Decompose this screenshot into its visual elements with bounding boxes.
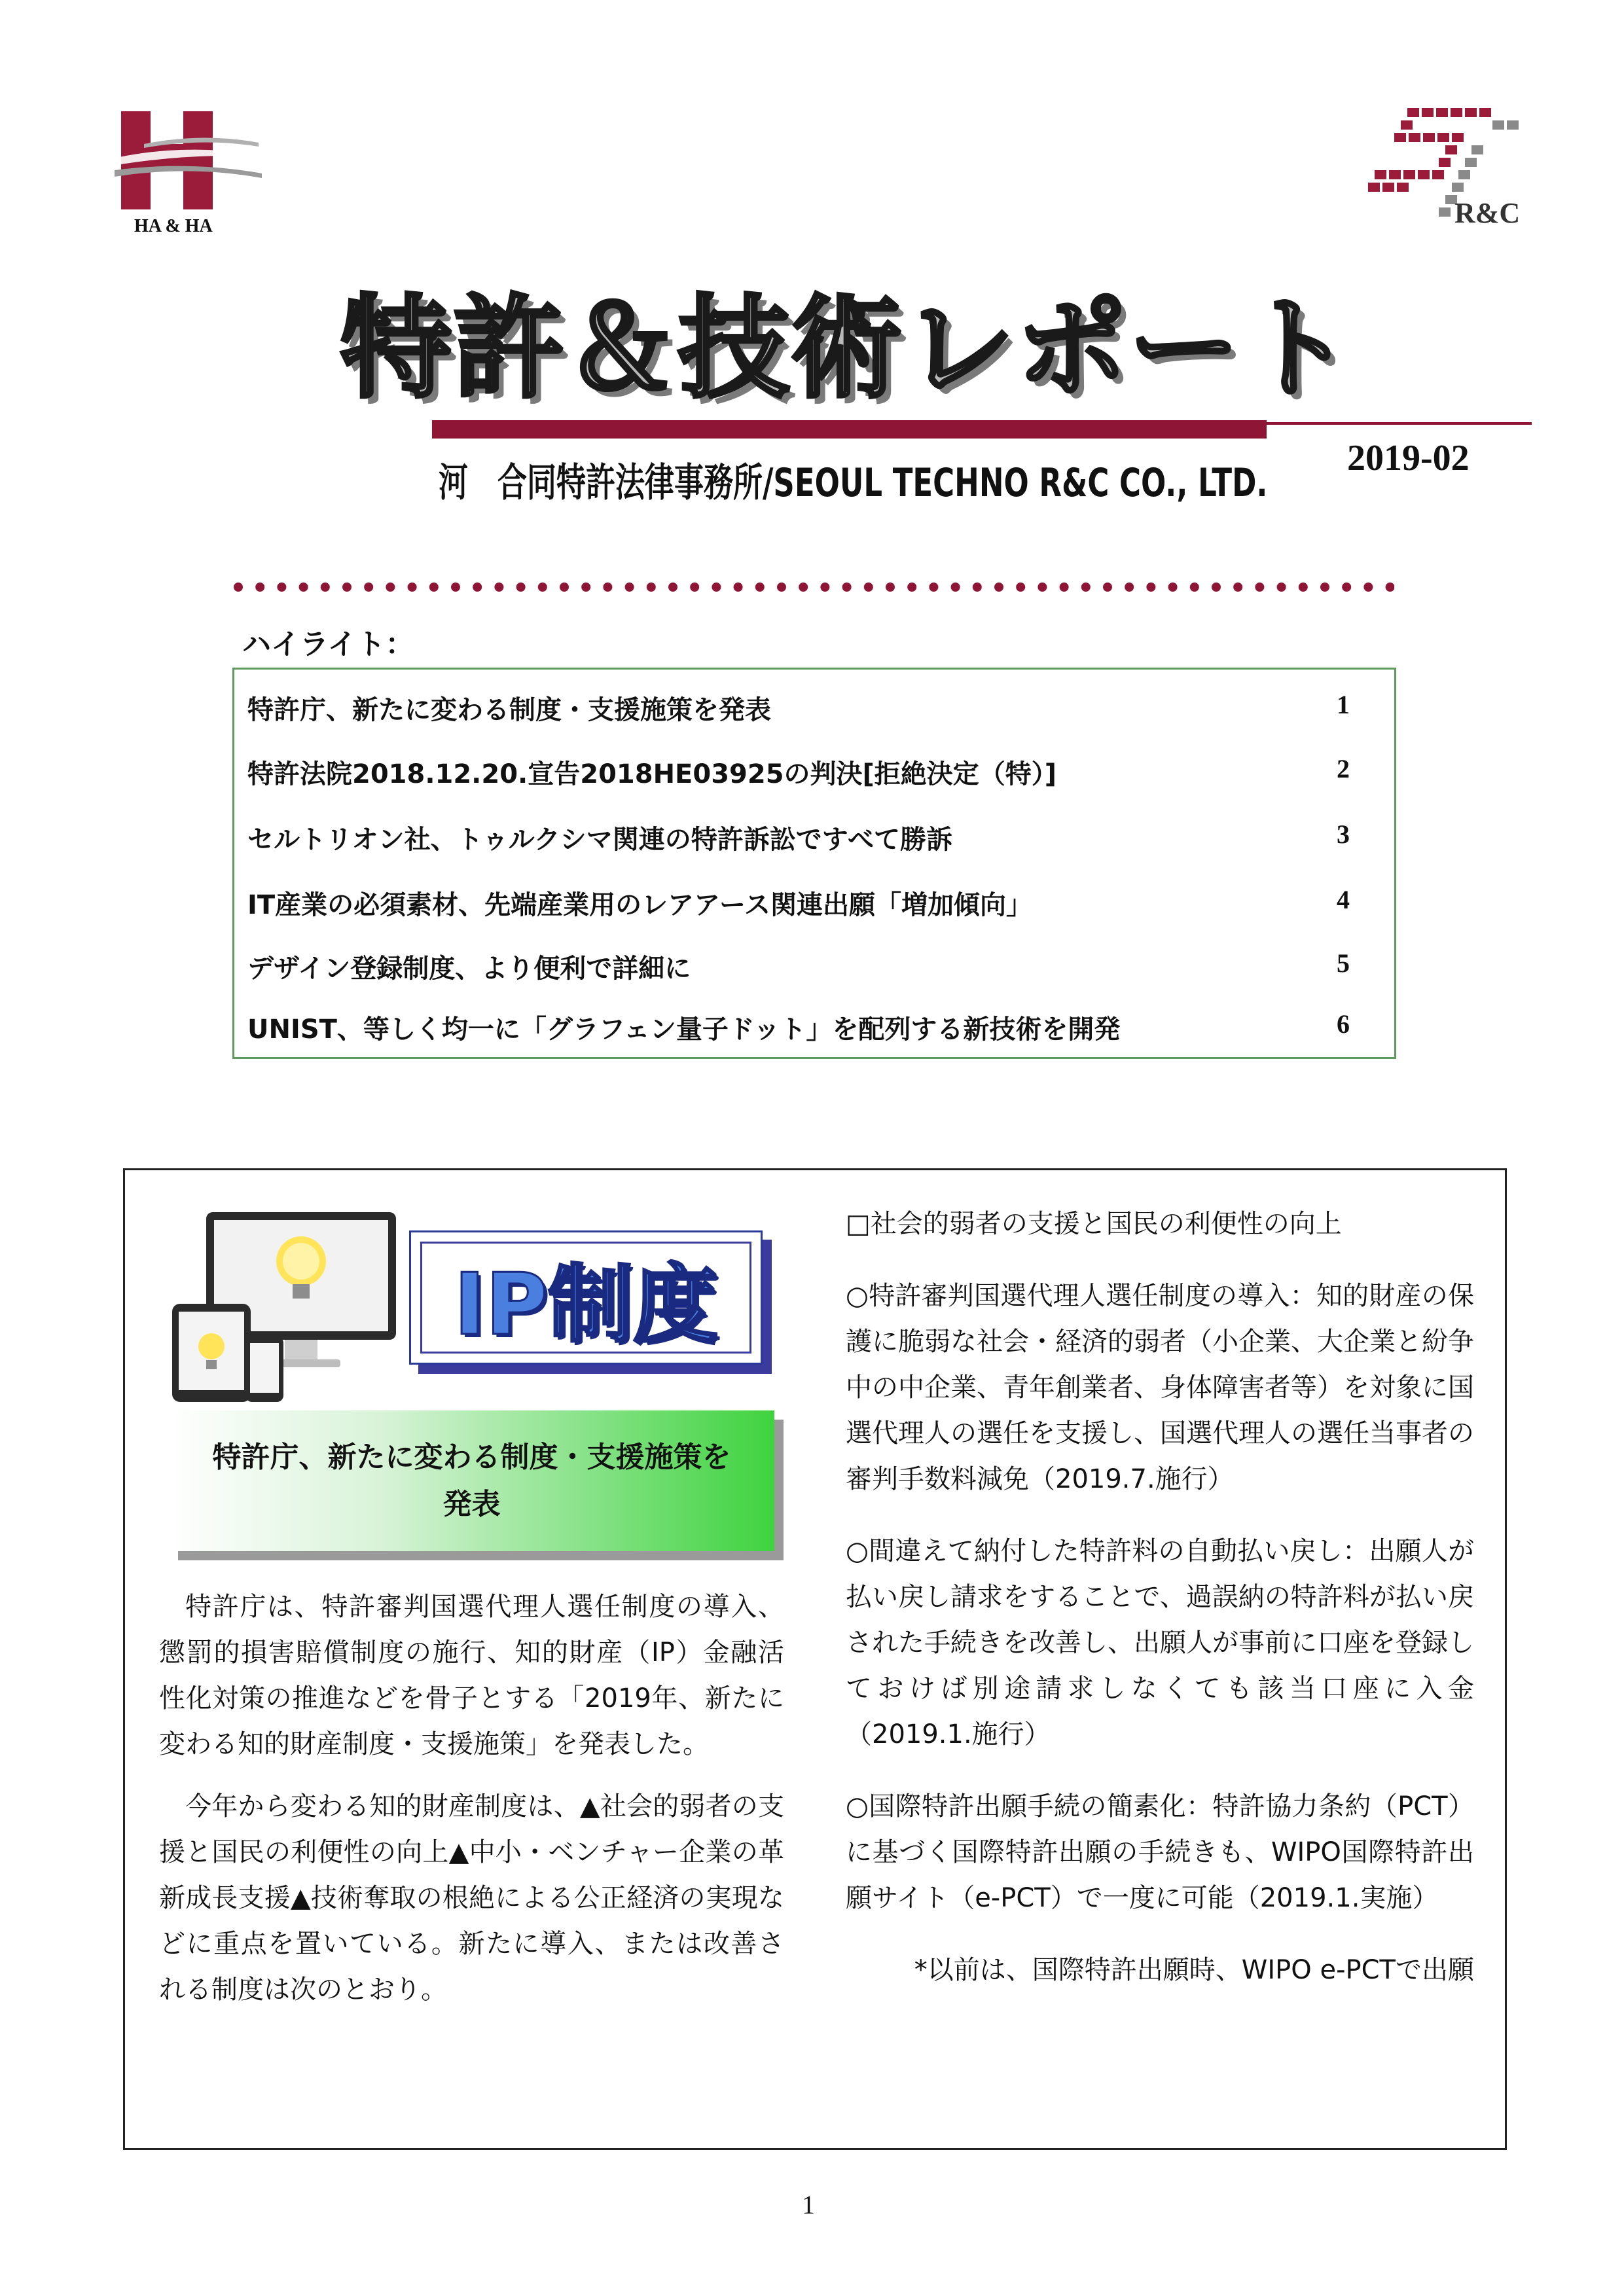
page-number: 1 (802, 2190, 815, 2219)
highlight-page: 4 (1337, 885, 1350, 914)
highlight-item[interactable] (247, 689, 1375, 728)
article-paragraph: 特許庁は、特許審判国選代理人選任制度の導入、懲罰的損害賠償制度の施行、知的財産（IP）金融活性化対策の推進などを骨子とする「2019年、新たに変わる知的財産制度・支援施策」を発表した。 (159, 1592, 784, 1759)
issue-number: 2019-02 (1347, 438, 1470, 478)
highlight-title: IT産業の必須素材、先端産業用のレアアース関連出願「増加傾向」 (247, 890, 1032, 920)
highlight-item[interactable] (247, 884, 1375, 924)
article-heading: 特許庁、新たに変わる制度・支援施策を発表 (212, 1440, 731, 1521)
section-heading: □社会的弱者の支援と国民の利便性の向上 (846, 1209, 1342, 1239)
highlight-title: デザイン登録制度、より便利で詳細に (247, 954, 691, 984)
highlight-title: 特許庁、新たに変わる制度・支援施策を発表 (247, 695, 771, 725)
ip-badge-label: IP制度 (454, 1255, 718, 1354)
highlights-label: ハイライト： (242, 628, 414, 661)
highlight-page: 6 (1337, 1009, 1350, 1039)
highlight-page: 2 (1337, 754, 1350, 783)
highlight-item[interactable] (247, 753, 1375, 793)
policy-note: *以前は、国際特許出願時、WIPO e-PCTで出願 (914, 1955, 1474, 1985)
highlight-page: 1 (1337, 690, 1350, 719)
article-paragraph: 今年から変わる知的財産制度は、▲社会的弱者の支援と国民の利便性の向上▲中小・ベンチャー企業の革新成長支援▲技術奪取の根絶による公正経済の実現などに重点を置いている。新たに導入、または改善される制度は次のとおり。 (159, 1791, 784, 2005)
policy-item: ○特許審判国選代理人選任制度の導入：知的財産の保護に脆弱な社会・経済的弱者（小企業、大企業と紛争中の中企業、青年創業者、身体障害者等）を対象に国選代理人の選任を支援し、国選代理人の選任当事者の審判手数料減免（2019.7.施行） (846, 1281, 1474, 1494)
highlight-item[interactable] (247, 948, 1375, 987)
article-left-column (159, 1584, 784, 2029)
title-underline-thin (1267, 422, 1532, 425)
article-heading-box (169, 1410, 774, 1551)
title-underline-bar (432, 420, 1267, 439)
logo-left-caption: HA & HA (134, 216, 213, 236)
article-right-column (846, 1201, 1474, 1993)
highlights-box (232, 668, 1396, 1059)
highlight-item[interactable] (247, 1009, 1375, 1048)
dotted-divider (232, 579, 1394, 595)
logo-right-caption: R&C (1454, 197, 1521, 229)
policy-item: ○国際特許出願手続の簡素化：特許協力条約（PCT）に基づく国際特許出願の手続きも、WIPO国際特許出願サイト（e-PCT）で一度に可能（2019.1.実施） (846, 1791, 1474, 1913)
highlight-title: UNIST、等しく均一に「グラフェン量子ドット」を配列する新技術を開発 (247, 1014, 1121, 1045)
highlight-title: 特許法院2018.12.20.宣告2018HE03925の判決[拒絶決定（特）] (247, 759, 1057, 789)
highlight-page: 5 (1337, 948, 1350, 978)
highlight-page: 3 (1337, 819, 1350, 849)
firm-name: 河 合同特許法律事務所/SEOUL TECHNO R&C CO., LTD. (439, 460, 1268, 506)
devices-lightbulb-illustration (167, 1206, 403, 1408)
report-title: 特許＆技術レポート (340, 284, 1354, 414)
ip-category-badge (409, 1230, 763, 1365)
policy-item: ○間違えて納付した特許料の自動払い戻し：出願人が払い戻し請求をすることで、過誤納の特許料が払い戻された手続きを改善し、出願人が事前に口座を登録しておけば別途請求しなくても該当口座に入金（2019.1.施行） (846, 1536, 1474, 1749)
highlight-item[interactable] (247, 819, 1375, 858)
highlight-title: セルトリオン社、トゥルクシマ関連の特許訴訟ですべて勝訴 (247, 825, 952, 855)
